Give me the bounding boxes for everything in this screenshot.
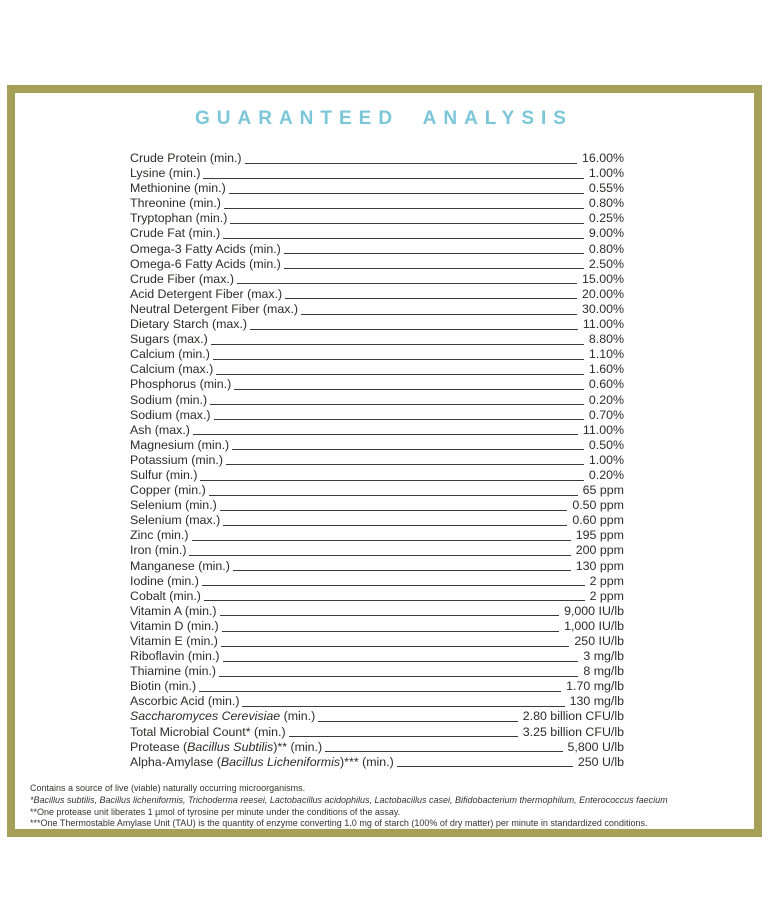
analysis-row — [130, 679, 624, 694]
text-segment: Calcium (min.) — [130, 347, 210, 362]
nutrient-value: 1.00% — [588, 452, 624, 467]
nutrient-value: 0.50 ppm — [572, 498, 624, 513]
text-segment: Methionine (min.) — [130, 181, 226, 196]
text-segment: Dietary Starch (max.) — [130, 317, 248, 332]
text-segment: Crude Protein (min.) — [130, 151, 242, 165]
text-segment: Magnesium (min.) — [130, 437, 230, 452]
leader-line — [284, 253, 584, 254]
nutrient-label — [130, 226, 220, 241]
analysis-row — [130, 196, 624, 211]
text-segment: Iodine (min.) — [130, 573, 199, 588]
text-segment: ***One Thermostable Amylase Unit (TAU) is the quantity of enzyme converting 1.0 mg of starch (100% of dry matter) per minute in standardized conditions. — [30, 818, 648, 829]
nutrient-label — [130, 634, 218, 649]
nutrient-value: 11.00% — [582, 422, 624, 437]
text-segment: Ash (max.) — [130, 422, 190, 437]
leader-line — [200, 480, 583, 481]
guaranteed-analysis-table — [130, 151, 624, 770]
text-segment: Total Microbial Count* (min.) — [130, 724, 286, 739]
nutrient-label — [130, 679, 196, 694]
nutrient-value: 3.25 billion CFU/lb — [522, 724, 624, 739]
nutrient-value: 16.00% — [581, 151, 624, 165]
nutrient-value: 30.00% — [581, 301, 624, 316]
nutrient-label — [130, 151, 242, 166]
analysis-row — [130, 649, 624, 664]
nutrient-value: 1.10% — [588, 347, 624, 362]
leader-line — [230, 223, 584, 224]
nutrient-label — [130, 257, 281, 272]
analysis-row — [130, 559, 624, 574]
leader-line — [301, 314, 577, 315]
nutrient-value: 0.25% — [588, 211, 624, 226]
analysis-row — [130, 226, 624, 241]
nutrient-label — [130, 468, 197, 483]
nutrient-value: 9,000 IU/lb — [564, 603, 624, 618]
nutrient-label — [130, 317, 247, 332]
leader-line — [202, 585, 585, 586]
nutrient-value: 65 ppm — [582, 483, 624, 498]
leader-line — [213, 359, 584, 360]
footnote-line — [30, 818, 746, 830]
analysis-row — [130, 468, 624, 483]
leader-line — [211, 344, 584, 345]
nutrient-label — [130, 709, 315, 724]
analysis-row — [130, 694, 624, 709]
analysis-row — [130, 725, 624, 740]
nutrient-label — [130, 347, 210, 362]
text-segment: Protease ( — [130, 739, 188, 754]
nutrient-label — [130, 559, 230, 574]
leader-line — [193, 434, 578, 435]
leader-line — [318, 721, 518, 722]
analysis-row — [130, 543, 624, 558]
analysis-row — [130, 332, 624, 347]
nutrient-label — [130, 755, 394, 770]
nutrient-value: 0.60 ppm — [572, 513, 624, 528]
nutrient-value: 5,800 U/lb — [567, 739, 624, 754]
text-segment: Sugars (max.) — [130, 332, 208, 347]
nutrient-label — [130, 423, 190, 438]
analysis-row — [130, 408, 624, 423]
leader-line — [285, 298, 577, 299]
nutrient-label — [130, 196, 221, 211]
text-segment: Omega-6 Fatty Acids (min.) — [130, 256, 281, 271]
analysis-row — [130, 151, 624, 166]
nutrient-label — [130, 272, 234, 287]
leader-line — [223, 238, 584, 239]
leader-line — [203, 178, 583, 179]
analysis-row — [130, 589, 624, 604]
leader-line — [221, 646, 570, 647]
text-segment: **One protease unit liberates 1 µmol of tyrosine per minute under the conditions of the assay. — [30, 806, 401, 817]
nutrient-value: 1.00% — [588, 166, 624, 181]
species-name-italic: Bacillus Licheniformis — [220, 754, 341, 769]
leader-line — [284, 268, 584, 269]
analysis-row — [130, 362, 624, 377]
nutrient-label — [130, 649, 220, 664]
nutrient-value: 0.70% — [588, 407, 624, 422]
text-segment: Phosphorus (min.) — [130, 377, 232, 392]
analysis-row — [130, 242, 624, 257]
nutrient-label — [130, 362, 213, 377]
text-segment: Riboflavin (min.) — [130, 649, 220, 664]
page-title: GUARANTEED ANALYSIS — [195, 108, 573, 129]
footnotes — [30, 783, 746, 830]
leader-line — [397, 766, 573, 767]
text-segment: Sulfur (min.) — [130, 467, 198, 482]
analysis-row — [130, 619, 624, 634]
nutrient-label — [130, 393, 207, 408]
nutrient-value: 3 mg/lb — [583, 649, 624, 664]
text-segment: Alpha-Amylase ( — [130, 754, 221, 769]
leader-line — [210, 404, 584, 405]
nutrient-label — [130, 166, 200, 181]
nutrient-value: 0.60% — [588, 377, 624, 392]
text-segment: Lysine (min.) — [130, 166, 201, 181]
nutrient-value: 195 ppm — [575, 528, 624, 543]
analysis-row — [130, 528, 624, 543]
text-segment: Threonine (min.) — [130, 196, 221, 211]
analysis-row — [130, 181, 624, 196]
nutrient-label — [130, 332, 208, 347]
footnote-line — [30, 795, 746, 807]
nutrient-label — [130, 211, 227, 226]
nutrient-label — [130, 302, 298, 317]
leader-line — [245, 163, 577, 164]
leader-line — [250, 329, 578, 330]
text-segment: Contains a source of live (viable) naturally occurring microorganisms. — [30, 783, 306, 793]
leader-line — [214, 419, 584, 420]
nutrient-value: 2 ppm — [589, 573, 624, 588]
nutrient-value: 0.20% — [588, 392, 624, 407]
nutrient-label — [130, 740, 322, 755]
nutrient-value: 2.80 billion CFU/lb — [522, 709, 624, 724]
nutrient-label — [130, 589, 201, 604]
text-segment: )** (min.) — [273, 739, 323, 754]
analysis-row — [130, 709, 624, 724]
text-segment: Vitamin A (min.) — [130, 603, 217, 618]
text-segment: Tryptophan (min.) — [130, 211, 228, 226]
species-name-italic: Saccharomyces Cerevisiae — [130, 709, 281, 724]
leader-line — [192, 540, 571, 541]
nutrient-value: 0.55% — [588, 181, 624, 196]
text-segment: Sodium (max.) — [130, 407, 211, 422]
nutrient-value: 2 ppm — [589, 588, 624, 603]
nutrient-label — [130, 181, 226, 196]
footnote-line — [30, 807, 746, 819]
analysis-row — [130, 287, 624, 302]
nutrient-label — [130, 242, 281, 257]
nutrient-label — [130, 438, 229, 453]
nutrient-label — [130, 694, 239, 709]
species-name-italic: *Bacillus subtilis, Bacillus licheniformis, Trichoderma reesei, Lactobacillus acidophilus, Lactobacillus casei, Bifidobacterium thermophilum, Enterococcus faecium — [30, 794, 668, 805]
text-segment: Ascorbic Acid (min.) — [130, 694, 240, 709]
analysis-row — [130, 574, 624, 589]
analysis-row — [130, 755, 624, 770]
text-segment: Manganese (min.) — [130, 558, 230, 573]
nutrient-value: 130 mg/lb — [569, 694, 624, 709]
leader-line — [229, 193, 584, 194]
analysis-row — [130, 664, 624, 679]
nutrient-label — [130, 513, 220, 528]
text-segment: Potassium (min.) — [130, 452, 223, 467]
text-segment: )*** (min.) — [340, 754, 394, 769]
nutrient-value: 1,000 IU/lb — [564, 618, 624, 633]
nutrient-value: 1.70 mg/lb — [566, 679, 624, 694]
text-segment: Selenium (min.) — [130, 498, 217, 513]
nutrient-value: 1.60% — [588, 362, 624, 377]
nutrient-value: 8 mg/lb — [583, 664, 624, 679]
leader-line — [216, 374, 584, 375]
nutrient-value: 250 IU/lb — [574, 634, 624, 648]
leader-line — [219, 676, 578, 677]
text-segment: Biotin (min.) — [130, 679, 197, 694]
analysis-row — [130, 423, 624, 438]
leader-line — [237, 283, 577, 284]
leader-line — [223, 525, 567, 526]
nutrient-label — [130, 725, 286, 740]
text-segment: Vitamin E (min.) — [130, 634, 218, 648]
nutrient-value: 9.00% — [588, 226, 624, 241]
text-segment: (min.) — [280, 709, 316, 724]
nutrient-value: 8.80% — [588, 332, 624, 347]
leader-line — [209, 495, 578, 496]
text-segment: Iron (min.) — [130, 543, 187, 558]
text-segment: Calcium (max.) — [130, 362, 214, 377]
analysis-row — [130, 317, 624, 332]
text-segment: Thiamine (min.) — [130, 664, 217, 679]
analysis-row — [130, 211, 624, 226]
leader-line — [224, 208, 584, 209]
analysis-row — [130, 634, 624, 649]
nutrient-label — [130, 528, 189, 543]
text-segment: Selenium (max.) — [130, 513, 221, 528]
nutrient-label — [130, 483, 206, 498]
text-segment: Neutral Detergent Fiber (max.) — [130, 301, 299, 316]
leader-line — [242, 706, 564, 707]
analysis-row — [130, 272, 624, 287]
leader-line — [204, 600, 585, 601]
nutrient-label — [130, 408, 211, 423]
nutrient-value: 250 U/lb — [577, 754, 624, 769]
analysis-row — [130, 483, 624, 498]
nutrient-label — [130, 377, 231, 392]
leader-line — [220, 615, 560, 616]
footnote-line — [30, 783, 746, 795]
nutrient-label — [130, 287, 282, 302]
nutrient-label — [130, 543, 186, 558]
analysis-row — [130, 453, 624, 468]
nutrient-value: 2.50% — [588, 256, 624, 271]
analysis-row — [130, 513, 624, 528]
text-segment: Omega-3 Fatty Acids (min.) — [130, 241, 281, 256]
nutrient-label — [130, 574, 199, 589]
analysis-row — [130, 393, 624, 408]
text-segment: Cobalt (min.) — [130, 588, 201, 603]
text-segment: Sodium (min.) — [130, 392, 208, 407]
nutrient-value: 130 ppm — [575, 558, 624, 573]
leader-line — [234, 389, 584, 390]
nutrient-label — [130, 498, 217, 513]
leader-line — [233, 570, 571, 571]
analysis-row — [130, 302, 624, 317]
nutrient-value: 0.80% — [588, 241, 624, 256]
leader-line — [189, 555, 570, 556]
text-segment: Acid Detergent Fiber (max.) — [130, 286, 283, 301]
nutrient-label — [130, 604, 217, 619]
nutrient-label — [130, 453, 223, 468]
text-segment: Crude Fat (min.) — [130, 226, 221, 241]
nutrient-value: 0.50% — [588, 437, 624, 452]
analysis-row — [130, 438, 624, 453]
leader-line — [226, 464, 584, 465]
analysis-row — [130, 604, 624, 619]
nutrient-value: 0.20% — [588, 467, 624, 482]
analysis-row — [130, 347, 624, 362]
text-segment: Copper (min.) — [130, 483, 206, 498]
analysis-row — [130, 498, 624, 513]
nutrient-value: 11.00% — [582, 317, 624, 332]
analysis-row — [130, 377, 624, 392]
nutrient-label — [130, 619, 219, 634]
analysis-row — [130, 740, 624, 755]
nutrient-value: 15.00% — [581, 271, 624, 286]
nutrient-value: 200 ppm — [575, 543, 624, 558]
leader-line — [223, 661, 579, 662]
nutrient-value: 20.00% — [581, 286, 624, 301]
text-segment: Crude Fiber (max.) — [130, 271, 234, 286]
text-segment: Zinc (min.) — [130, 528, 189, 543]
text-segment: Vitamin D (min.) — [130, 618, 219, 633]
species-name-italic: Bacillus Subtilis — [187, 739, 274, 754]
leader-line — [220, 510, 568, 511]
nutrient-value: 0.80% — [588, 196, 624, 211]
analysis-row — [130, 166, 624, 181]
nutrient-label — [130, 664, 216, 679]
analysis-row — [130, 257, 624, 272]
leader-line — [232, 449, 584, 450]
leader-line — [222, 631, 559, 632]
leader-line — [199, 691, 561, 692]
leader-line — [325, 751, 562, 752]
leader-line — [289, 736, 518, 737]
